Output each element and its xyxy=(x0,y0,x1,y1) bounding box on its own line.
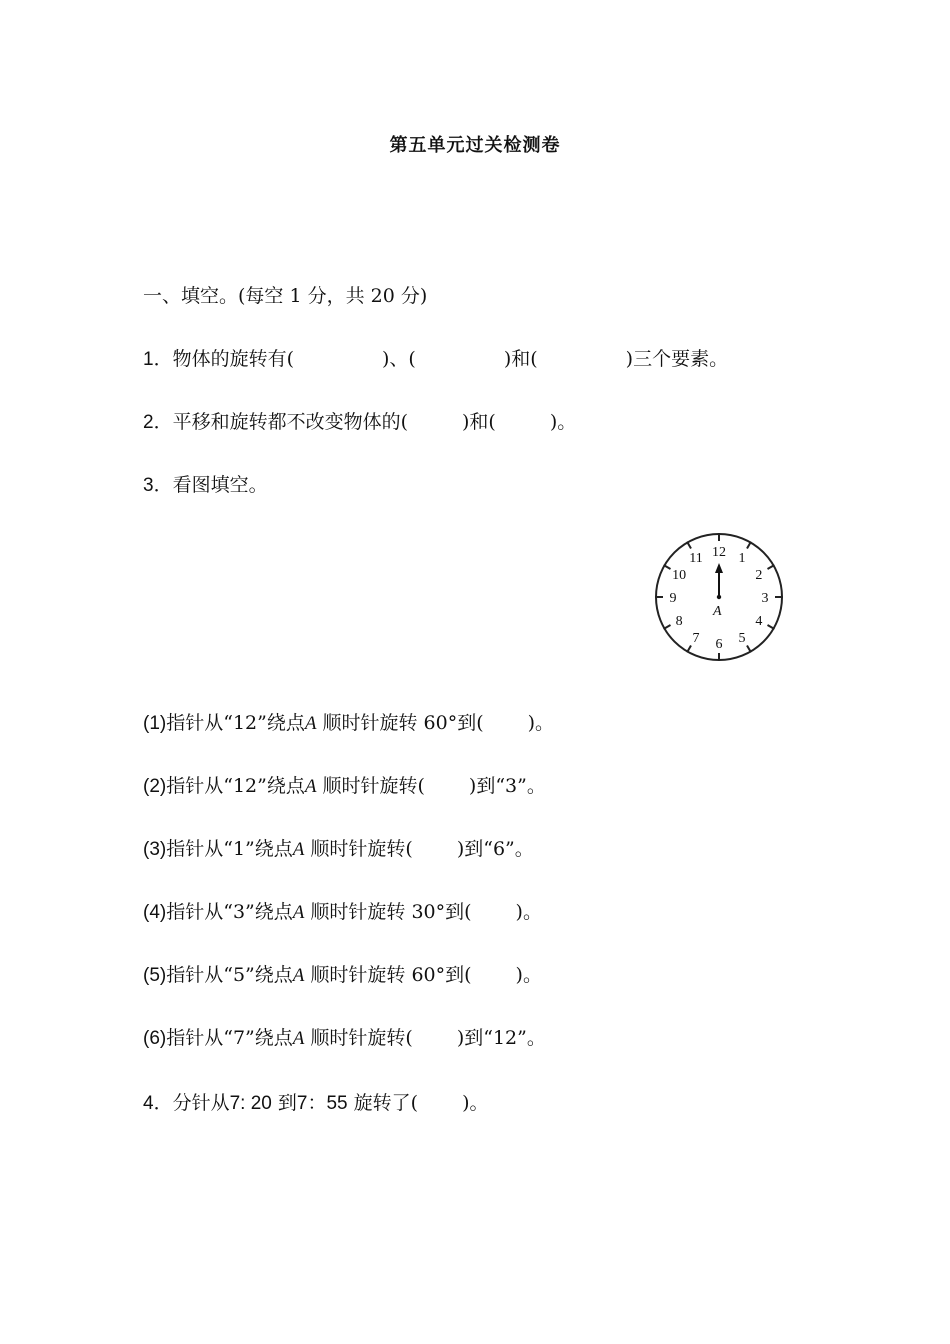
point-label: A xyxy=(292,902,305,923)
sub-question-text: )。 xyxy=(515,964,542,986)
question-text: )和( xyxy=(462,411,496,433)
page-title: 第五单元过关检测卷 xyxy=(389,135,561,156)
clock-number: 9 xyxy=(669,591,677,606)
question-text: 到 xyxy=(277,1092,297,1114)
sub-question-text: 指针从“7”绕点 xyxy=(166,1027,293,1049)
sub-question-text: 指针从“12”绕点 xyxy=(166,712,305,734)
clock-number: 1 xyxy=(738,551,746,567)
sub-question-text: 顺时针旋转 60°到( xyxy=(310,964,472,986)
sub-question-text: 指针从“3”绕点 xyxy=(166,901,293,923)
time-value: 7: 20 xyxy=(229,1093,272,1114)
clock-number: 3 xyxy=(761,591,769,606)
point-label: A xyxy=(292,839,305,860)
sub-question-number: (6) xyxy=(143,1028,167,1049)
question-4 xyxy=(143,1091,489,1116)
point-label: A xyxy=(304,713,317,734)
question-2 xyxy=(143,410,576,435)
sub-question-number: (2) xyxy=(143,776,167,797)
sub-question-text: )到“6”。 xyxy=(456,838,534,860)
sub-question-text: 指针从“12”绕点 xyxy=(166,775,305,797)
question-number: 3． xyxy=(143,475,173,496)
sub-question-text: 顺时针旋转( xyxy=(310,1027,413,1049)
clock-diagram xyxy=(653,531,785,663)
time-value: 7：55 xyxy=(296,1093,348,1114)
question-text: )。 xyxy=(462,1092,489,1114)
sub-question-number: (1) xyxy=(143,713,167,734)
question-text: 分针从 xyxy=(172,1092,230,1114)
sub-question-text: )到“12”。 xyxy=(456,1027,546,1049)
question-text: )、( xyxy=(382,348,416,370)
sub-question-text: 顺时针旋转 60°到( xyxy=(322,712,484,734)
question-text: 平移和旋转都不改变物体的( xyxy=(172,411,408,433)
sub-question-text: 顺时针旋转( xyxy=(322,775,425,797)
clock-number: 8 xyxy=(675,614,683,629)
question-3 xyxy=(143,473,268,498)
sub-question-4 xyxy=(143,900,542,925)
point-label: A xyxy=(292,965,305,986)
clock-number: 7 xyxy=(692,630,700,646)
sub-question-number: (5) xyxy=(143,965,167,986)
sub-question-text: 顺时针旋转 30°到( xyxy=(310,901,472,923)
clock-number: 12 xyxy=(712,545,726,560)
question-text: )。 xyxy=(549,411,577,433)
section-heading: 一、填空。(每空 1 分，共 20 分) xyxy=(143,285,428,307)
question-1 xyxy=(143,347,728,372)
question-number: 1． xyxy=(143,349,173,370)
sub-question-2 xyxy=(143,774,546,799)
point-label: A xyxy=(292,1028,305,1049)
sub-question-6 xyxy=(143,1026,546,1051)
question-text: 旋转了( xyxy=(353,1092,419,1114)
sub-question-3 xyxy=(143,837,534,862)
center-label: A xyxy=(713,604,722,619)
point-label: A xyxy=(304,776,317,797)
sub-question-text: )。 xyxy=(515,901,542,923)
clock-hand-arrow xyxy=(715,563,723,573)
clock-number: 5 xyxy=(738,630,746,646)
question-number: 4． xyxy=(143,1093,173,1114)
clock-number: 6 xyxy=(715,637,723,652)
sub-question-text: 指针从“1”绕点 xyxy=(166,838,293,860)
clock-number: 2 xyxy=(755,568,763,583)
clock-number: 11 xyxy=(689,551,703,567)
sub-question-1 xyxy=(143,711,554,736)
question-text: 看图填空。 xyxy=(172,474,268,496)
sub-question-number: (4) xyxy=(143,902,167,923)
center-point xyxy=(717,595,721,599)
question-number: 2． xyxy=(143,412,173,433)
sub-question-text: )到“3”。 xyxy=(468,775,546,797)
question-text: )和( xyxy=(503,348,538,370)
sub-question-5 xyxy=(143,963,542,988)
sub-question-number: (3) xyxy=(143,839,167,860)
sub-question-text: )。 xyxy=(527,712,555,734)
clock-number: 10 xyxy=(672,568,687,583)
question-text: )三个要素。 xyxy=(625,348,729,370)
sub-question-text: 顺时针旋转( xyxy=(310,838,413,860)
sub-question-text: 指针从“5”绕点 xyxy=(166,964,293,986)
question-text: 物体的旋转有( xyxy=(172,348,294,370)
clock-number: 4 xyxy=(755,614,763,629)
